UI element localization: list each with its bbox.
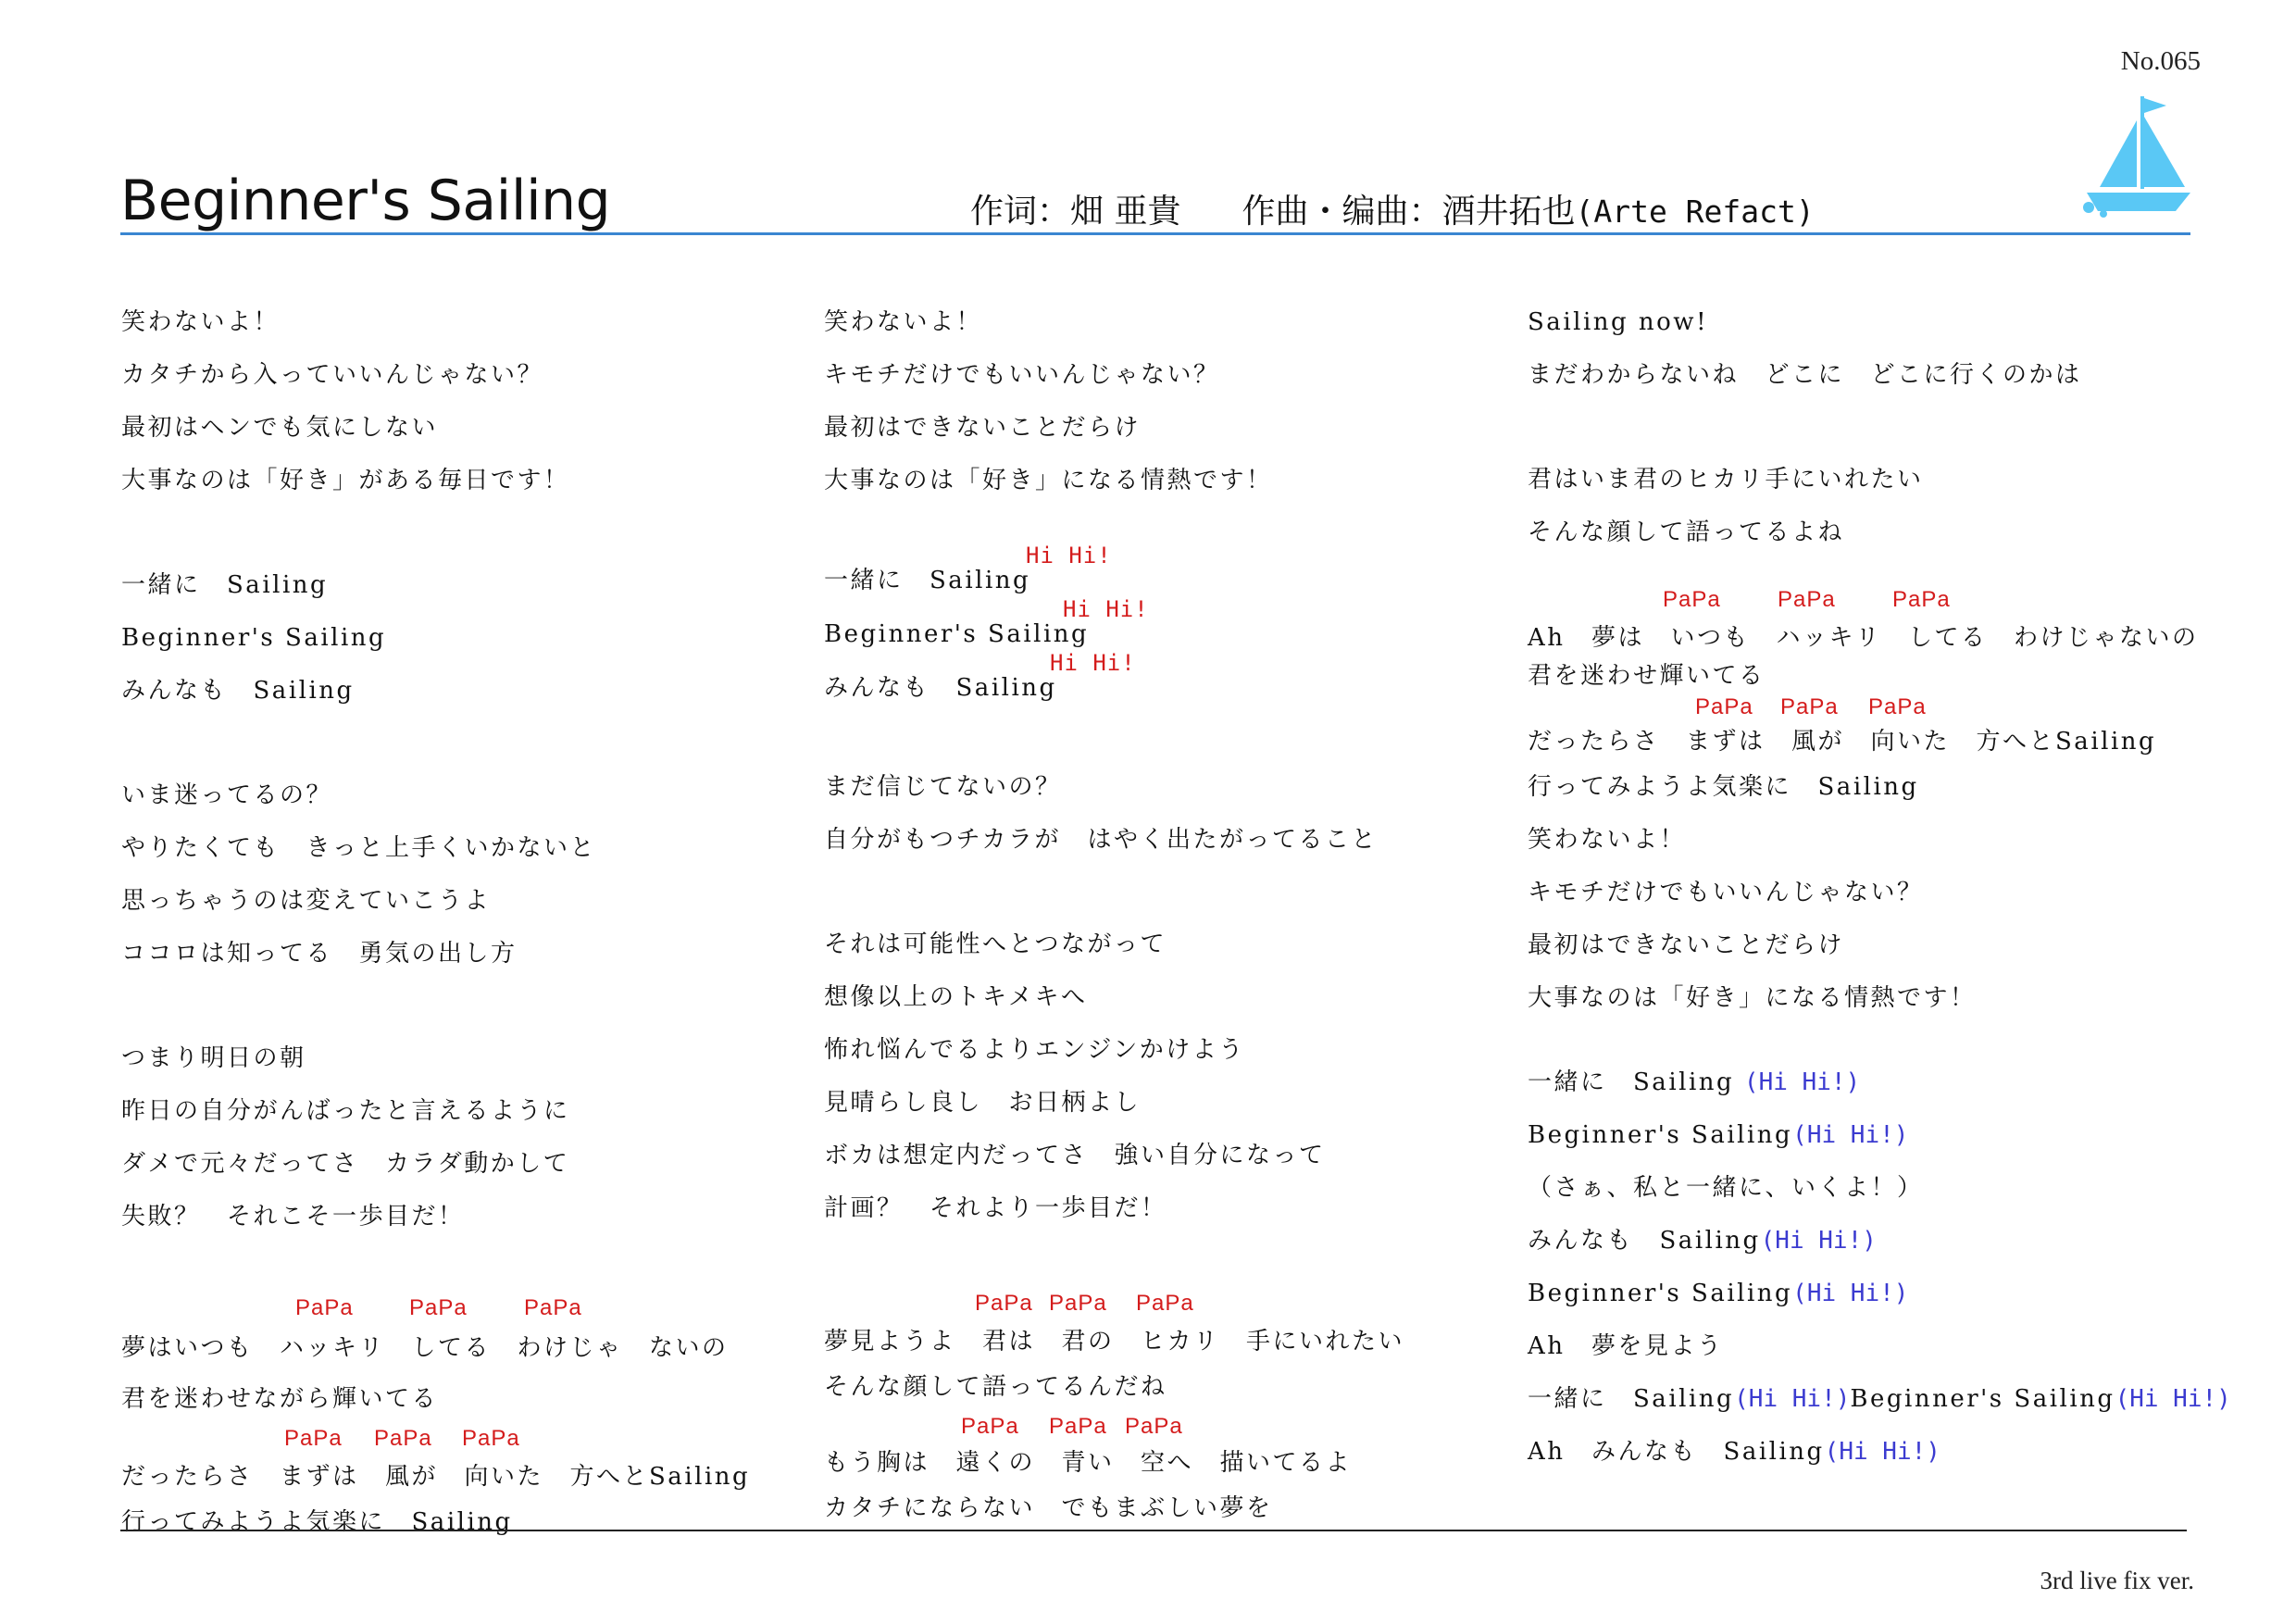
lyric-line: いま迷ってるの？ [121, 781, 333, 809]
stanza-break [1528, 1025, 2194, 1056]
lyrics-column-2 [824, 296, 1491, 1535]
call-cue: PaPa [1663, 587, 1721, 612]
response-call: (Hi Hi!) [1734, 1385, 1851, 1413]
version-label: 3rd live fix ver. [2040, 1567, 2194, 1594]
call-cue: PaPa [1778, 587, 1836, 612]
stanza-break [121, 1243, 788, 1295]
lyric-line: 君を迷わせ輝いてる [1528, 662, 1766, 690]
lyric-line: 自分がもつチカラが はやく出たがってること [824, 826, 1378, 854]
call-cue: Hi Hi! [1026, 543, 1112, 568]
stanza-break [121, 507, 788, 559]
call-cue: PaPa [374, 1426, 432, 1451]
lyric-line: 大事なのは「好き」がある毎日です！ [121, 467, 570, 494]
lyric-line-with-cues [824, 543, 1491, 596]
lyric-line: やりたくても きっと上手くいかないと [121, 834, 597, 862]
lyricist-credit: 作词：畑 亜貴 [970, 193, 1181, 231]
lyric-line: キモチだけでもいいんじゃない？ [1528, 879, 1924, 906]
lyric-line: 想像以上のトキメキへ [824, 983, 1088, 1011]
call-cue: PaPa [409, 1295, 468, 1320]
lyric-text: みんなも Sailing [1528, 1227, 1761, 1255]
stanza-break [1528, 559, 2194, 587]
lyric-line [1528, 1268, 2194, 1320]
lyric-line: カタチにならない でもまぶしい夢を [824, 1494, 1273, 1522]
lyric-line: 一緒に Sailing [121, 571, 329, 599]
lyric-text: 夢見ようよ 君は 君の ヒカリ 手にいれたい [824, 1328, 1405, 1355]
lyric-text: Beginner's Sailing [1850, 1385, 2115, 1413]
stanza-break [824, 867, 1491, 918]
title-underline [120, 232, 2190, 235]
lyric-text: 一緒に Sailing [1528, 1068, 1735, 1096]
call-cue: PaPa [975, 1291, 1033, 1316]
response-call: (Hi Hi!) [1760, 1227, 1877, 1255]
stanza-break [824, 704, 1491, 761]
lyric-text: 一緒に Sailing [1528, 1385, 1735, 1413]
lyric-line: まだ信じてないの？ [824, 773, 1062, 801]
lyric-line: 最初はできないことだらけ [1528, 931, 1845, 959]
lyric-line: 最初はできないことだらけ [824, 414, 1142, 442]
lyric-line: ボカは想定内だってさ 強い自分になって [824, 1142, 1326, 1169]
lyric-line-with-cues [121, 1426, 788, 1496]
lyrics-column-3 [1528, 296, 2231, 1479]
lyric-text: だったらさ まずは 風が 向いた 方へとSailing [121, 1463, 751, 1491]
lyric-line: 笑わないよ！ [824, 308, 983, 336]
composer-credit: 作曲・编曲：酒井拓也 [1242, 193, 1576, 231]
lyric-line: 大事なのは「好き」になる情熱です！ [824, 467, 1273, 494]
response-call: (Hi Hi!) [1792, 1121, 1909, 1149]
lyric-text: だったらさ まずは 風が 向いた 方へとSailing [1528, 728, 2157, 756]
lyric-line-with-cues [824, 1291, 1491, 1361]
lyric-line: 昨日の自分がんばったと言えるように [121, 1097, 570, 1125]
call-cue: PaPa [1049, 1291, 1107, 1316]
lyric-text: Beginner's Sailing [824, 620, 1090, 648]
response-call: (Hi Hi!) [2115, 1385, 2231, 1413]
call-cue: Hi Hi! [1063, 596, 1149, 622]
lyric-line: そんな顔して語ってるよね [1528, 518, 1845, 546]
lyric-line: 行ってみようよ気楽に Sailing [121, 1508, 513, 1536]
credits [970, 185, 1815, 232]
lyric-text: 一緒に Sailing [824, 567, 1031, 594]
lyric-line: みんなも Sailing [121, 677, 355, 705]
lyric-text: もう胸は 遠くの 青い 空へ 描いてるよ [824, 1449, 1353, 1477]
arranger-group: (Arte Refact) [1575, 194, 1815, 230]
lyric-line: ダメで元々だってさ カラダ動かして [121, 1150, 570, 1178]
lyric-line: 行ってみようよ気楽に Sailing [1528, 773, 1919, 801]
lyric-line: 君を迷わせながら輝いてる [121, 1385, 439, 1413]
stanza-break [824, 1235, 1491, 1291]
stanza-break [824, 507, 1491, 543]
lyric-line: 君はいま君のヒカリ手にいれたい [1528, 466, 1924, 493]
call-cue: Hi Hi! [1050, 650, 1136, 676]
lyric-line-with-cues [1528, 587, 2199, 657]
response-call: (Hi Hi!) [1743, 1068, 1861, 1096]
call-cue: PaPa [524, 1295, 582, 1320]
lyric-line [1528, 1215, 2194, 1268]
call-cue: PaPa [1868, 694, 1927, 719]
lyric-line [1528, 1426, 2194, 1479]
lyric-line: カタチから入っていいんじゃない？ [121, 361, 544, 389]
call-cue: PaPa [284, 1426, 343, 1451]
call-cue: PaPa [1780, 694, 1839, 719]
lyric-line: 怖れ悩んでるよりエンジンかけよう [824, 1036, 1245, 1064]
stanza-break [121, 718, 788, 769]
lyric-text: Ah みんなも Sailing [1528, 1438, 1825, 1466]
stanza-break [121, 981, 788, 1032]
lyric-line: まだわからないね どこに どこに行くのかは [1528, 361, 2082, 389]
lyric-line: 最初はヘンでも気にしない [121, 414, 439, 442]
lyric-line-with-cues [824, 650, 1491, 704]
lyric-line: それは可能性へとつながって [824, 931, 1167, 958]
call-cue: PaPa [961, 1414, 1019, 1439]
lyric-line: Sailing now! [1528, 308, 1709, 336]
lyric-line: キモチだけでもいいんじゃない？ [824, 361, 1220, 389]
lyric-line-with-cues [824, 1414, 1491, 1482]
call-cue: PaPa [1695, 694, 1753, 719]
lyric-text: Beginner's Sailing [1528, 1121, 1793, 1149]
lyric-line: そんな顔して語ってるんだね [824, 1373, 1167, 1401]
lyric-line: 大事なのは「好き」になる情熱です！ [1528, 984, 1977, 1012]
lyric-text: 夢はいつも ハッキリ してる わけじゃ ないの [121, 1334, 729, 1362]
lyric-line-with-cues [1528, 694, 2194, 761]
lyric-line [1528, 1056, 2194, 1109]
call-cue: PaPa [1125, 1414, 1183, 1439]
lyrics-column-1 [121, 296, 788, 1549]
lyric-line: 計画？ それより一歩目だ！ [824, 1194, 1167, 1222]
document-number: No.065 [2120, 46, 2201, 76]
lyric-text: みんなも Sailing [824, 674, 1057, 702]
lyric-line: Beginner's Sailing [121, 624, 387, 652]
song-title: Beginner's Sailing [120, 169, 611, 233]
footer-divider [120, 1530, 2187, 1531]
response-call: (Hi Hi!) [1792, 1280, 1909, 1307]
lyric-line [1528, 1109, 2194, 1162]
stanza-break [1528, 402, 2194, 454]
lyric-line: 見晴らし良し お日柄よし [824, 1089, 1142, 1117]
sailboat-icon [2083, 93, 2194, 218]
call-cue: PaPa [1892, 587, 1951, 612]
call-cue: PaPa [295, 1295, 354, 1320]
lyric-text: Ah 夢は いつも ハッキリ してる わけじゃないの [1528, 624, 2199, 652]
lyric-line [1528, 1373, 2231, 1426]
lyric-line: つまり明日の朝 [121, 1044, 306, 1072]
lyric-line: Ah 夢を見よう [1528, 1332, 1724, 1360]
lyric-line: （さぁ、私と一緒に、いくよ！） [1528, 1174, 1924, 1202]
lyric-line: 笑わないよ！ [121, 308, 281, 336]
lyric-line-with-cues [824, 596, 1491, 650]
call-cue: PaPa [1049, 1414, 1107, 1439]
lyric-line: 笑わないよ！ [1528, 826, 1687, 854]
lyric-line: ココロは知ってる 勇気の出し方 [121, 940, 518, 968]
lyric-line-with-cues [121, 1295, 788, 1373]
lyric-line: 失敗？ それこそ一歩目だ！ [121, 1203, 465, 1230]
response-call: (Hi Hi!) [1824, 1438, 1940, 1466]
lyric-line: 思っちゃうのは変えていこうよ [121, 887, 492, 915]
call-cue: PaPa [1136, 1291, 1194, 1316]
call-cue: PaPa [462, 1426, 520, 1451]
lyric-text: Beginner's Sailing [1528, 1280, 1793, 1307]
